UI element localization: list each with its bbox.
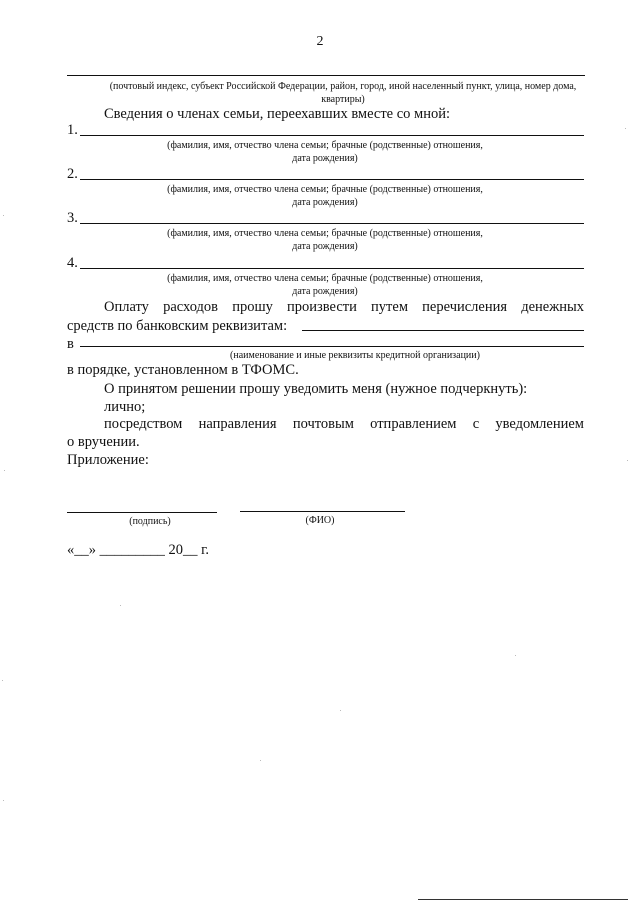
bank-caption: (наименование и иные реквизиты кредитной организации) — [230, 350, 480, 361]
family-member-caption: (фамилия, имя, отчество члена семьи; брачные (родственные) отношения, дата рождения) — [167, 228, 483, 252]
scan-speck — [627, 460, 628, 461]
signature-caption: (подпись) — [129, 516, 171, 527]
bank-name-field[interactable] — [80, 346, 584, 347]
family-member-caption: (фамилия, имя, отчество члена семьи; брачные (родственные) отношения, дата рождения) — [167, 273, 483, 297]
fio-field[interactable] — [240, 511, 405, 512]
scan-speck — [4, 470, 5, 471]
family-heading: Сведения о членах семьи, переехавших вместе со мной: — [104, 106, 451, 122]
scan-edge-line — [418, 899, 628, 900]
family-member-field[interactable] — [80, 223, 584, 224]
payment-text-line3: в порядке, установленном в ТФОМС. — [67, 362, 299, 378]
bank-details-field[interactable] — [302, 330, 584, 331]
fio-caption: (ФИО) — [305, 515, 335, 526]
family-member-caption: (фамилия, имя, отчество члена семьи; брачные (родственные) отношения, дата рождения) — [167, 184, 483, 208]
scan-speck — [625, 128, 626, 129]
scan-speck — [515, 655, 516, 656]
scan-speck — [3, 215, 4, 216]
payment-text-line1: Оплату расходов прошу произвести путем перечисления денежных — [104, 299, 584, 315]
notify-option-by-mail-continued: о вручении. — [67, 434, 140, 450]
family-member-field[interactable] — [80, 179, 584, 180]
scan-speck — [260, 760, 261, 761]
scan-speck — [2, 680, 3, 681]
scan-speck — [3, 800, 4, 801]
address-field[interactable] — [67, 75, 585, 76]
payment-text-line2: средств по банковским реквизитам: — [67, 318, 288, 334]
notify-text: О принятом решении прошу уведомить меня (нужное подчеркнуть): — [104, 381, 528, 397]
attachment-label: Приложение: — [67, 452, 149, 468]
scan-speck — [340, 710, 341, 711]
scan-speck — [120, 605, 121, 606]
family-member-number: 4. — [67, 255, 78, 271]
address-caption: (почтовый индекс, субъект Российской Федерации, район, город, иной населенный пункт, улица, номер дома, квартиры) — [109, 81, 577, 105]
family-member-field[interactable] — [80, 135, 584, 136]
page-number: 2 — [316, 34, 324, 49]
family-member-number: 3. — [67, 210, 78, 226]
family-member-number: 2. — [67, 166, 78, 182]
date-line[interactable]: «__» _________ 20__ г. — [67, 542, 210, 558]
family-member-caption: (фамилия, имя, отчество члена семьи; брачные (родственные) отношения, дата рождения) — [167, 140, 483, 164]
notify-option-by-mail[interactable]: посредством направления почтовым отправлением с уведомлением — [104, 416, 584, 432]
family-member-number: 1. — [67, 122, 78, 138]
bank-prefix: в — [67, 336, 74, 352]
family-member-field[interactable] — [80, 268, 584, 269]
signature-field[interactable] — [67, 512, 217, 513]
notify-option-in-person[interactable]: лично; — [104, 399, 146, 415]
